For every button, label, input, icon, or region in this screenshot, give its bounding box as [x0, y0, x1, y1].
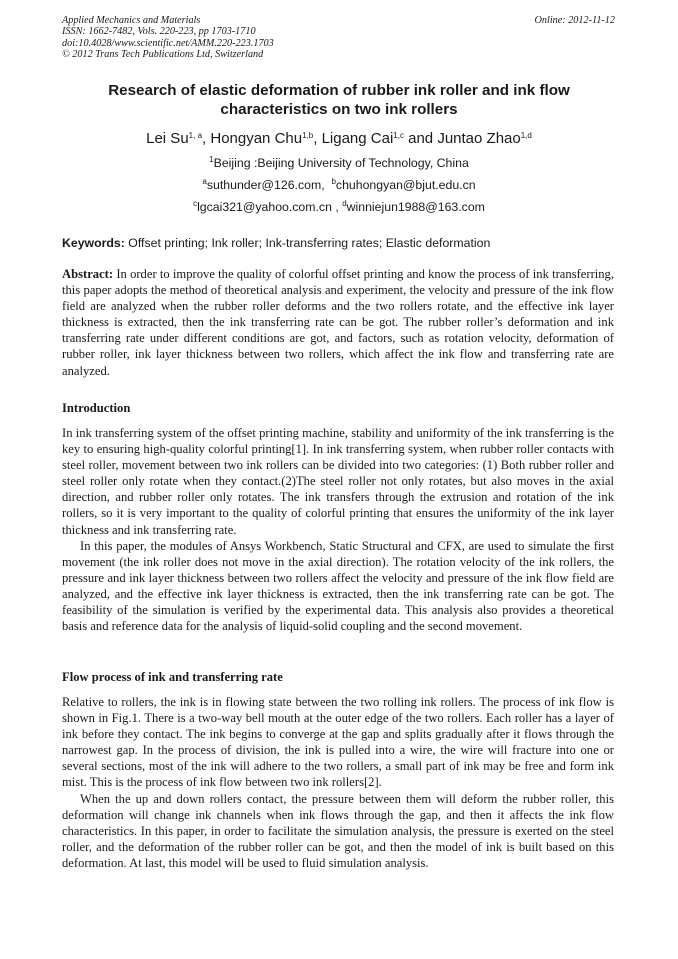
author-name: Juntao Zhao	[437, 130, 521, 147]
issn-line: ISSN: 1662-7482, Vols. 220-223, pp 1703-1710	[62, 26, 256, 38]
keywords-label: Keywords:	[62, 236, 125, 250]
email-line-1: $^a$suthunder@126.com, $^b$chuhongyan@bjut.edu.cn	[202, 177, 476, 192]
intro-paragraph-2: In this paper, the modules of Ansys Workbench, Static Structural and CFX, are used to simulate the first movement (the ink roller does not move in the axial direction). The rotation velocity of the ink rollers, the pressure and ink layer thickness between two rollers affect the velocity and pressure of the ink flow field are analyzed, and the effective ink layer thickness is extracted, then the ink transferring rate can be got. The feasibility of the simulation is verified by the experimental data. This analysis also provides a theoretical basis and reference data for the analysis of liquid-solid coupling and the second movement.	[62, 539, 614, 634]
journal-header	[62, 15, 274, 61]
title-line-2: characteristics on two ink rollers	[220, 101, 458, 118]
title-line-1: Research of elastic deformation of rubber ink roller and ink flow	[108, 82, 570, 99]
section-heading-introduction: Introduction	[62, 401, 131, 415]
email-a: suthunder@126.com,	[206, 178, 325, 192]
abstract	[62, 266, 614, 379]
intro-paragraph-1: In ink transferring system of the offset printing machine, stability and uniformity of the ink transferring is the key to ensuring high-quality colorful printing[1]. In ink transferring system, when rubber roller contacts with steel roller, movement between two ink rollers can be divided into two categories: (1) Both rubber roller and steel roller only rotate when they contact.(2)The steel roller not only rotates, but also moves in the axial direction, and rubber roller only rotates. The ink transfers through the extrusion and rotation of the ink rollers, so it is very important to the quality of colorful printing that ensures the uniformity of the ink layer thickness and ink transferring rate.	[62, 426, 614, 537]
online-date: Online: 2012-11-12	[534, 15, 615, 26]
email-c: lgcai321@yahoo.com.cn ,	[197, 200, 339, 214]
author-sup: 1, a	[188, 131, 203, 140]
flow-paragraph-2: When the up and down rollers contact, the pressure between them will deform the rubber roller, this deformation will change ink channels when ink flows through the gap, and then it affects the ink flow characteristics. In this paper, in order to facilitate the simulation analysis, the pressure is exerted on the steel roller, and the deformation of the rubber roller can be got, and then the model of ink is built based on this deformation. At last, this model will be used to fluid simulation analysis.	[62, 792, 614, 871]
journal-name: Applied Mechanics and Materials	[62, 15, 201, 26]
email-b: chuhongyan@bjut.edu.cn	[335, 178, 476, 192]
abstract-text: In order to improve the quality of colorful offset printing and know the process of ink transferring, this paper adopts the method of theoretical analysis and experiment, the velocity and pressure of the ink flow field are analyzed when the rubber roller deforms and the two rollers rotate, and the effective ink layer thickness is extracted, then the ink transferring rate can be got. The rubber roller’s deformation and ink transferring rate under different conditions are got, and factors, such as rotation velocity, deformation of rubber roller, ink layer thickness between two rollers, which affect the ink flow and transferring rate are analyzed.	[62, 267, 615, 378]
copyright-line: © 2012 Trans Tech Publications Ltd, Switzerland	[62, 49, 264, 61]
paper-title	[62, 81, 616, 119]
author-sup: 1,b	[302, 131, 314, 140]
author-name: Lei Su	[146, 130, 189, 147]
author-name: Ligang Cai	[321, 130, 394, 147]
author-sup: 1,c	[393, 131, 404, 140]
author-name: Hongyan Chu	[210, 130, 303, 147]
abstract-label: Abstract:	[62, 267, 114, 281]
email-line-2: $^c$lgcai321@yahoo.com.cn , $^d$winniejun1988@163.com	[193, 199, 485, 214]
author-sup: 1,d	[520, 131, 532, 140]
doi-line: doi:10.4028/www.scientific.net/AMM.220-223.1703	[62, 37, 274, 49]
email-d: winniejun1988@163.com	[346, 200, 485, 214]
section-heading-flow-process: Flow process of ink and transferring rate	[62, 670, 283, 684]
keywords	[62, 236, 490, 250]
author-list: Lei Su$^{1, a}$, Hongyan Chu$^{1,b}$, Ligang Cai$^{1,c}$ and Juntao Zhao$^{1,d}$	[146, 130, 532, 147]
keywords-text: Offset printing; Ink roller; Ink-transferring rates; Elastic deformation	[128, 236, 491, 250]
affiliation: $^1$Beijing :Beijing University of Technology, China	[209, 155, 469, 170]
flow-paragraph-1: Relative to rollers, the ink is in flowing state between the two rolling ink rollers. The process of ink flow is shown in Fig.1. There is a two-way bell mouth at the outer edge of the two rollers. Each roller has a layer of ink before they contact. The ink begins to converge at the gap and splits gradually after it flows through the narrowest gap. In the process of division, the ink is pulled into a wire, the wire will fracture into one or several sections, most of the ink will adhere to the two rollers, a small part of ink may be free and form ink mist. This is the process of ink flow between two ink rollers[2].	[62, 695, 614, 790]
